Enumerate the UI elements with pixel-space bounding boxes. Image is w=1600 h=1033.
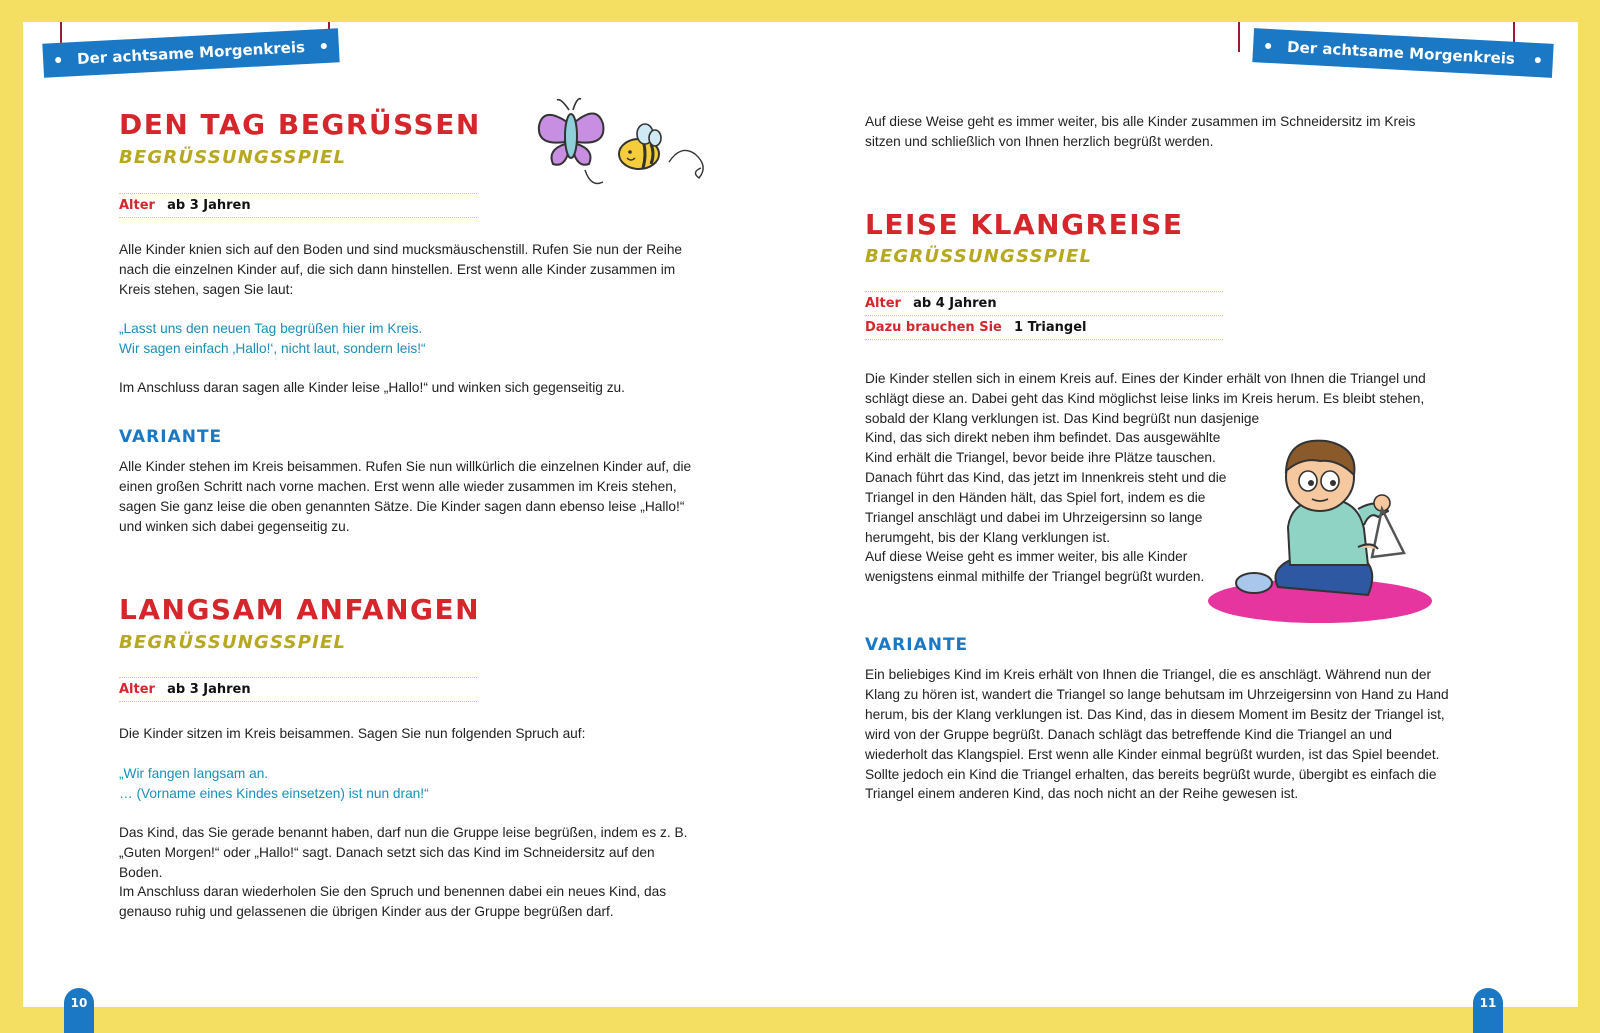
butterfly-bee-illustration: [531, 92, 721, 197]
variant-paragraph: Alle Kinder stehen im Kreis beisammen. Rufen Sie nun willkürlich die einzelnen Kinder auf, die einen großen Schritt nach vorne machen. Erst wenn alle wieder zusammen im Kreis stehen, sagen Sie ganz leise die oben genannten Sätze. Die Kinder sagen dann ebenso leise „Hallo!“ und winken sich dabei gegenseitig zu.: [119, 459, 692, 534]
game-title-den-tag-begruessen: DEN TAG BEGRÜSSEN: [119, 108, 481, 141]
game-title-langsam-anfangen: LANGSAM ANFANGEN: [119, 593, 481, 626]
meta-row-age: [865, 292, 1223, 316]
paragraph: Das Kind, das Sie gerade benannt haben, darf nun die Gruppe leise begrüßen, indem es z. B. „Guten Morgen!“ oder „Hallo!“ sagt. Danach setzt sich das Kind im Schneidersitz auf den Boden.: [119, 825, 688, 880]
meta-value: ab 3 Jahren: [167, 198, 251, 213]
game-subtitle: BEGRÜSSUNGSSPIEL: [865, 246, 1093, 267]
age-info: [119, 193, 477, 218]
meta-value: ab 3 Jahren: [167, 682, 251, 697]
age-info: [119, 677, 477, 702]
book-spread: [23, 22, 1578, 1010]
child-with-triangle-illustration: [1208, 437, 1448, 627]
chapter-banner-label: Der achtsame Morgenkreis: [76, 38, 306, 68]
page-number-left: 10: [64, 988, 94, 1033]
chapter-banner-left: [42, 28, 339, 77]
banner-dot: [321, 43, 327, 49]
variant-heading: VARIANTE: [865, 635, 969, 655]
variant-paragraph: Ein beliebiges Kind im Kreis erhält von Ihnen die Triangel, die es anschlägt. Während nun der Klang zu hören ist, wandert die Triangel so lange behutsam im Uhrzeigersinn von Hand zu Hand herum, bis der Klang verklungen ist. Das Kind, das in diesem Moment im Besitz der Triangel ist, wird von der Gruppe begrüßt. Danach schlägt das betreffende Kind die Triangel an und wiederholt das Klangspiel. Erst wenn alle Kinder einmal begrüßt wurden, ist das Spiel beendet. Sollte jedoch ein Kind die Triangel erhalten, das bereits begrüßt wurde, übergibt es einfach die Triangel einem anderen Kind, das noch nicht an der Reihe gewesen ist.: [865, 667, 1449, 802]
meta-row-age: [119, 678, 477, 702]
meta-label: Alter: [865, 296, 901, 311]
banner-dot: [1265, 43, 1271, 49]
paragraph: Auf diese Weise geht es immer weiter, bis alle Kinder zusammen im Schneidersitz im Kreis sitzen und schließlich von Ihnen herzlich begrüßt werden.: [865, 114, 1416, 149]
page-number-right: 11: [1473, 988, 1503, 1033]
paragraph: Im Anschluss daran sagen alle Kinder leise „Hallo!“ und winken sich gegenseitig zu.: [119, 380, 625, 395]
banner-dot: [55, 57, 61, 63]
paragraph: Auf diese Weise geht es immer weiter, bis alle Kinder wenigstens einmal mithilfe der Triangel begrüßt wurden.: [865, 549, 1205, 584]
butterfly-icon: [539, 99, 604, 184]
game-title-leise-klangreise: LEISE KLANGREISE: [865, 208, 1184, 241]
verse-line: Wir sagen einfach ‚Hallo!‘, nicht laut, sondern leis!“: [119, 341, 426, 356]
game-subtitle: BEGRÜSSUNGSSPIEL: [119, 147, 347, 168]
verse-line: „Wir fangen langsam an.: [119, 766, 269, 781]
paragraph: Die Kinder stellen sich in einem Kreis auf. Eines der Kinder erhält von Ihnen die Triangel und schlägt diese an. Dabei geht das Kind möglichst leise links im Kreis herum. Es bleibt stehen, sobald der Klang verklungen ist. Das Kind begrüßt nun dasjenige: [865, 371, 1426, 426]
paragraph: Alle Kinder knien sich auf den Boden und sind mucksmäuschenstill. Rufen Sie nun der Reihe nach die einzelnen Kinder auf, die sich dann hinstellen. Erst wenn alle Kinder zusammen im Kreis stehen, sagen Sie laut:: [119, 242, 683, 297]
meta-label: Alter: [119, 198, 155, 213]
verse-line: „Lasst uns den neuen Tag begrüßen hier im Kreis.: [119, 321, 423, 336]
paragraph: Die Kinder sitzen im Kreis beisammen. Sagen Sie nun folgenden Spruch auf:: [119, 726, 586, 741]
meta-row-age: [119, 194, 477, 218]
game-info: [865, 291, 1223, 340]
variant-heading: VARIANTE: [119, 427, 223, 447]
meta-label: Dazu brauchen Sie: [865, 320, 1002, 335]
chapter-banner-right: [1252, 28, 1553, 78]
paragraph: Kind, das sich direkt neben ihm befindet. Das ausgewählte Kind erhält die Triangel, bevor beide ihre Plätze tauschen. Danach führt das Kind, das jetzt im Innenkreis steht und die Triangel in den Händen hält, das Spiel fort, indem es die Triangel anschlägt und dabei im Uhrzeigersinn so lange herumgeht, bis der Klang verklungen ist.: [865, 430, 1227, 545]
meta-value: ab 4 Jahren: [913, 296, 997, 311]
banner-dot: [1535, 57, 1541, 63]
bee-icon: [619, 124, 703, 178]
meta-label: Alter: [119, 682, 155, 697]
meta-row-materials: [865, 316, 1223, 340]
game-subtitle: BEGRÜSSUNGSSPIEL: [119, 632, 347, 653]
banner-cord: [1238, 22, 1240, 52]
chapter-banner-label: Der achtsame Morgenkreis: [1286, 37, 1516, 68]
meta-value: 1 Triangel: [1014, 320, 1087, 335]
verse-line: … (Vorname eines Kindes einsetzen) ist nun dran!“: [119, 786, 429, 801]
paragraph: Im Anschluss daran wiederholen Sie den Spruch und benennen dabei ein neues Kind, das genauso ruhig und gelassenen die übrigen Kinder aus der Gruppe begrüßen darf.: [119, 884, 667, 919]
